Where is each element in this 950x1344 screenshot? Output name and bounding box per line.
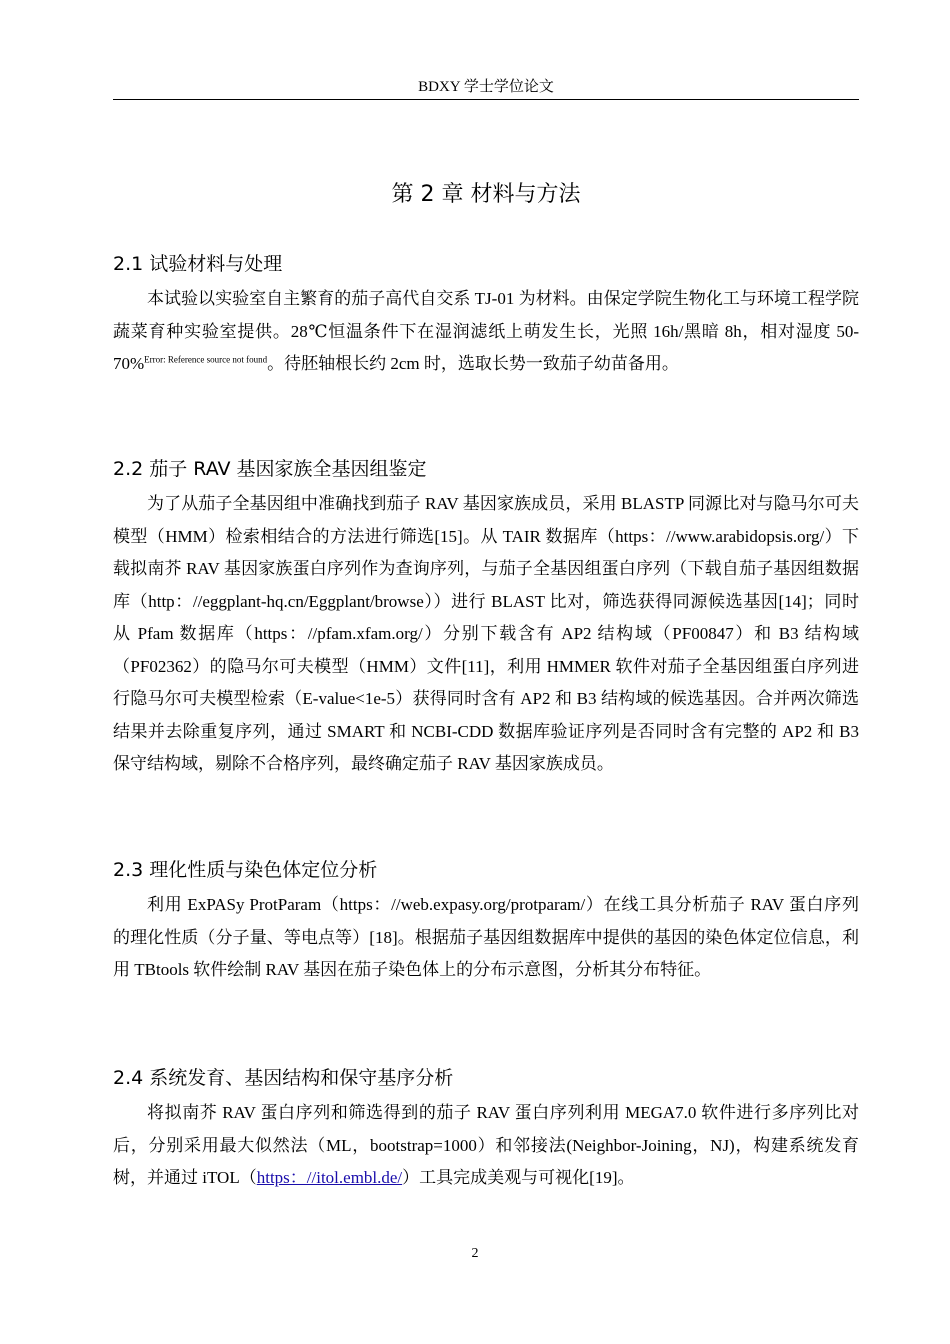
itol-link[interactable]: https：//itol.embl.de/ bbox=[256, 1168, 403, 1187]
chapter-title: 第 2 章 材料与方法 bbox=[391, 182, 581, 207]
header-rule bbox=[113, 99, 859, 100]
paragraph: 为了从茄子全基因组中准确找到茄子 RAV 基因家族成员，采用 BLASTP 同源比对与隐马尔可夫模型（HMM）检索相结合的方法进行筛选[15]。从 TAIR 数据库（https：//www.arabidopsis.org/）下载拟南芥 RAV 基因家族蛋白序列作为查询序列，与茄子全基因组蛋白序列（下载自茄子基因组数据库（http：//eggplant-hq.cn/Eggplant/browse））进行 BLAST 比对，筛选获得同源候选基因[14]；同时从 Pfam 数据库（https：//pfam.xfam.org/）分别下载含有 AP2 结构域（PF00847）和 B3 结构域（PF02362）的隐马尔可夫模型（HMM）文件[11]，利用 HMMER 软件对茄子全基因组蛋白序列进行隐马尔可夫模型检索（E-value<1e-5）获得同时含有 AP2 和 B3 结构域的候选基因。合并两次筛选结果并去除重复序列，通过 SMART 和 NCBI-CDD 数据库验证序列是否同时含有完整的 AP2 和 B3 保守结构域，剔除不合格序列，最终确定茄子 RAV 基因家族成员。 bbox=[113, 494, 859, 773]
running-header: BDXY 学士学位论文 bbox=[418, 79, 554, 95]
section-heading: 2.3 理化性质与染色体定位分析 bbox=[113, 859, 378, 881]
section-2-4 bbox=[113, 1063, 859, 1195]
paragraph-text: 。待胚轴根长约 2cm 时，选取长势一致茄子幼苗备用。 bbox=[267, 354, 679, 373]
paragraph-text: ）工具完成美观与可视化[19]。 bbox=[402, 1168, 635, 1187]
section-heading: 2.2 茄子 RAV 基因家族全基因组鉴定 bbox=[113, 458, 427, 480]
section-heading: 2.1 试验材料与处理 bbox=[113, 253, 283, 275]
paragraph bbox=[113, 1097, 859, 1195]
reference-error-note: Error: Reference source not found bbox=[144, 354, 268, 365]
paragraph: 利用 ExPASy ProtParam（https：//web.expasy.org/protparam/）在线工具分析茄子 RAV 蛋白序列的理化性质（分子量、等电点等）[18]。根据茄子基因组数据库中提供的基因的染色体定位信息，利用 TBtools 软件绘制 RAV 基因在茄子染色体上的分布示意图，分析其分布特征。 bbox=[113, 895, 859, 979]
section-2-2 bbox=[113, 454, 859, 781]
page-number: 2 bbox=[471, 1246, 479, 1261]
paragraph-text: 本试验以实验室自主繁育的茄子高代自交系 TJ-01 为材料。由保定学院生物化工与环境工程学院蔬菜育种实验室提供。28℃恒温条件下在湿润滤纸上萌发生长，光照 16h/黑暗 8h，相对湿度 50-70% bbox=[113, 289, 859, 373]
paragraph bbox=[113, 283, 859, 381]
section-heading: 2.4 系统发育、基因结构和保守基序分析 bbox=[113, 1067, 454, 1089]
paragraph-text: 将拟南芥 RAV 蛋白序列和筛选得到的茄子 RAV 蛋白序列利用 MEGA7.0 软件进行多序列比对后，分别采用最大似然法（ML，bootstrap=1000）和邻接法(Neighbor-Joining，NJ)，构建系统发育树，并通过 iTOL（ bbox=[113, 1103, 859, 1187]
section-2-1 bbox=[113, 249, 859, 381]
section-2-3 bbox=[113, 855, 859, 987]
